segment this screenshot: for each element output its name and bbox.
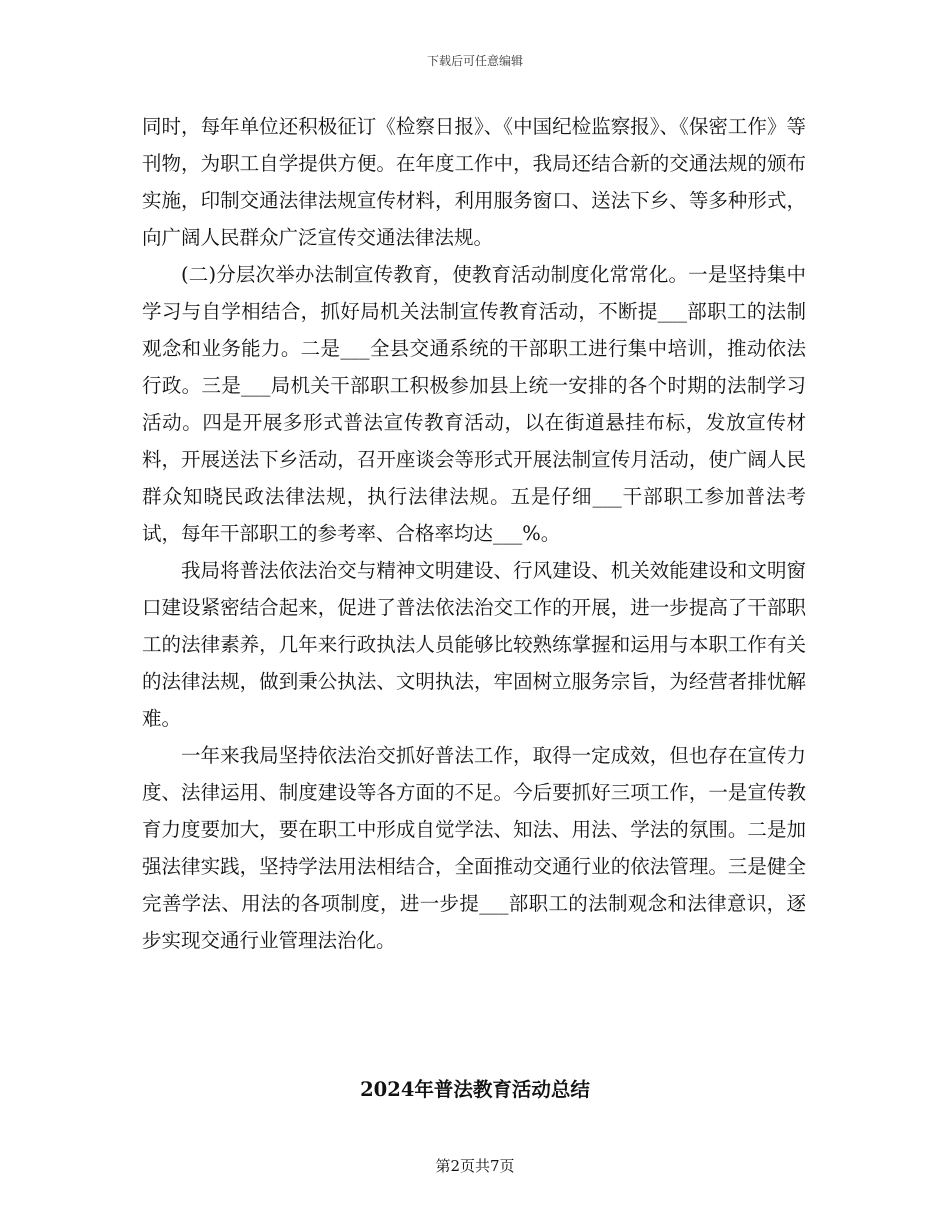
paragraph-integration: 我局将普法依法治交与精神文明建设、行风建设、机关效能建设和文明窗口建设紧密结合起来，促进了普法依法治交工作的开展，进一步提高了干部职工的法律素养，几年来行政执法人员能够比较熟练掌握和运用与本职工作有关的法律法规，做到秉公执法、文明执法，牢固树立服务宗旨，为经营者排忧解难。 [142, 559, 806, 730]
paragraph-continuation: 同时，每年单位还积极征订《检察日报》、《中国纪检监察报》、《保密工作》等刊物，为职工自学提供方便。在年度工作中，我局还结合新的交通法规的颁布实施，印制交通法律法规宣传材料，利用服务窗口、送法下乡、等多种形式，向广阔人民群众广泛宣传交通法律法规。 [142, 115, 806, 249]
section-title: 2024年普法教育活动总结 [360, 1078, 590, 1101]
paragraph-summary: 一年来我局坚持依法治交抓好普法工作，取得一定成效，但也存在宣传力度、法律运用、制度建设等各方面的不足。今后要抓好三项工作，一是宣传教育力度要加大，要在职工中形成自觉学法、知法、用法、学法的氛围。二是加强法律实践，坚持学法用法相结合，全面推动交通行业的依法管理。三是健全完善学法、用法的各项制度，进一步提___部职工的法制观念和法律意识，逐步实现交通行业管理法治化。 [142, 744, 806, 952]
paragraph-layered-education: (二)分层次举办法制宣传教育，使教育活动制度化常常化。一是坚持集中学习与自学相结合，抓好局机关法制宣传教育活动，不断提___部职工的法制观念和业务能力。二是___全县交通系统的干部职工进行集中培训，推动依法行政。三是___局机关干部职工积极参加县上统一安排的各个时期的法制学习活动。四是开展多形式普法宣传教育活动，以在街道悬挂布标，发放宣传材料，开展送法下乡活动，召开座谈会等形式开展法制宣传月活动，使广阔人民群众知晓民政法律法规，执行法律法规。五是仔细___干部职工参加普法考试，每年干部职工的参考率、合格率均达___%。 [142, 263, 806, 545]
page-number: 第2页共7页 [435, 1157, 515, 1175]
page-header-note: 下载后可任意编辑 [426, 54, 523, 68]
document-body [142, 108, 806, 959]
